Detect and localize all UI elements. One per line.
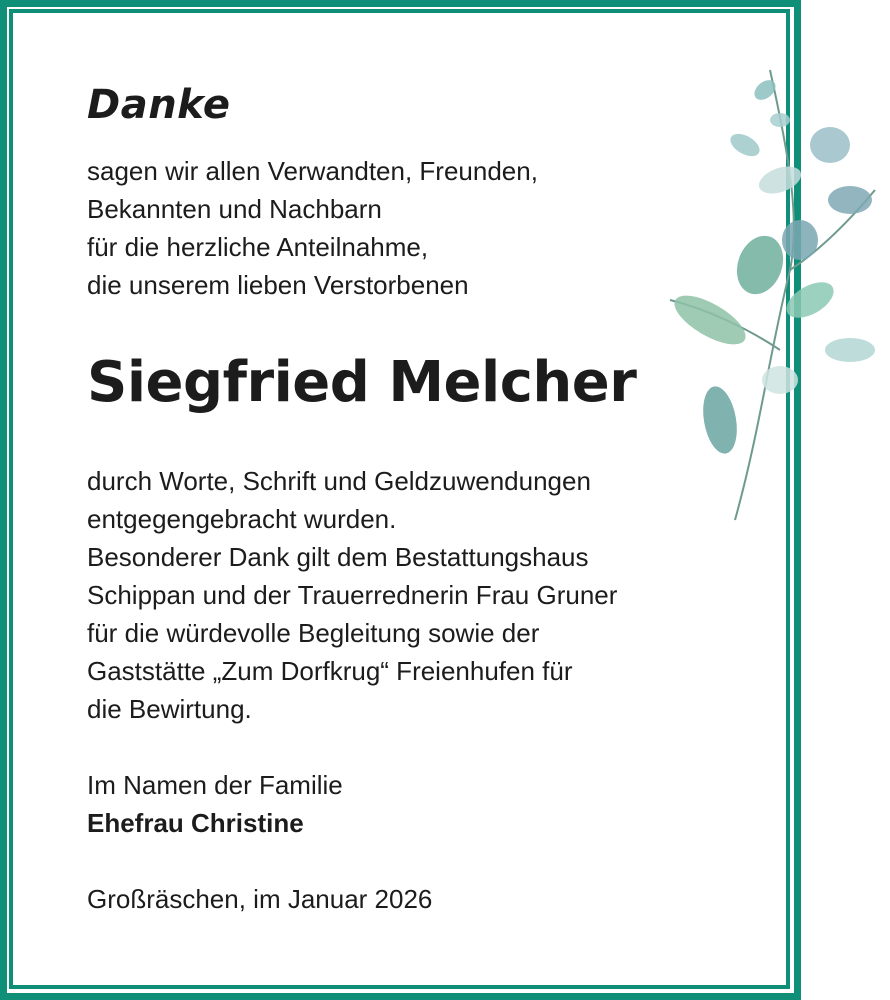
text-line: sagen wir allen Verwandten, Freunden, (87, 156, 538, 186)
signer: Ehefrau Christine (87, 808, 304, 838)
text-line: Bekannten und Nachbarn (87, 194, 382, 224)
text-line: die Bewirtung. (87, 694, 252, 724)
text-line: entgegengebracht wurden. (87, 504, 397, 534)
text-line: Gaststätte „Zum Dorfkrug“ Freienhufen für (87, 656, 573, 686)
deceased-name: Siegfried Melcher (87, 350, 637, 415)
eucalyptus-decoration (650, 50, 890, 530)
text-line: die unserem lieben Verstorbenen (87, 270, 469, 300)
place-date: Großräschen, im Januar 2026 (87, 884, 433, 914)
signature-block (87, 766, 343, 842)
intro-text (87, 152, 538, 304)
text-line: Besonderer Dank gilt dem Bestattungshaus (87, 542, 589, 572)
signoff: Im Namen der Familie (87, 770, 343, 800)
text-line: für die würdevolle Begleitung sowie der (87, 618, 540, 648)
text-line: Schippan und der Trauerrednerin Frau Gruner (87, 580, 618, 610)
text-line: für die herzliche Anteilnahme, (87, 232, 429, 262)
body-text (87, 462, 617, 728)
notice-title: Danke (87, 82, 231, 128)
text-line: durch Worte, Schrift und Geldzuwendungen (87, 466, 591, 496)
